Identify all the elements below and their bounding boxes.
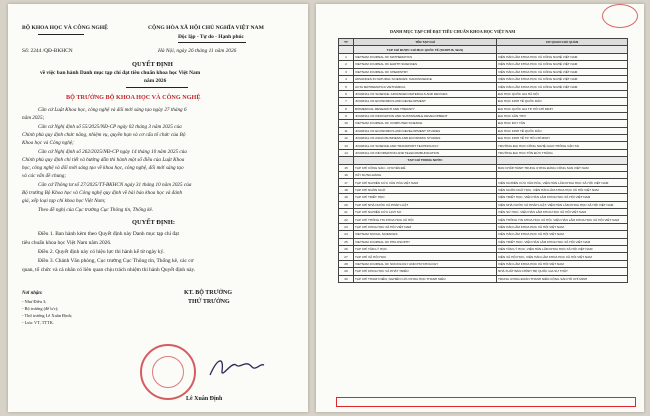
managing-agency: VIỆN SỬ HỌC, VIỆN HÀN LÂM KHOA HỌC XÃ HỘI VIỆT NAM	[497, 208, 628, 215]
journal-name: ADVANCES IN NATURAL SCIENCES: NANOSCIENCE	[354, 75, 497, 82]
managing-agency	[497, 46, 628, 53]
managing-agency: VIỆN TRIẾT HỌC, VIỆN HÀN LÂM KHOA HỌC XÃ HỘI VIỆT NAM	[497, 194, 628, 201]
journal-name: TẠP CHÍ NHÀ NƯỚC VÀ PHÁP LUẬT	[354, 201, 497, 208]
table-row	[339, 172, 628, 179]
row-number: 19	[339, 194, 354, 201]
table-row	[339, 231, 628, 238]
journal-name: VIETNAM JOURNAL OF SOCIOLOGY AND PSYCHOLOGY	[354, 260, 497, 267]
table-row	[339, 120, 628, 127]
row-number: 22	[339, 216, 354, 223]
table-row	[339, 61, 628, 68]
row-number	[339, 157, 354, 164]
row-number: 14	[339, 149, 354, 156]
column-header: TÊN TẠP CHÍ	[354, 39, 497, 46]
basis-line: học, công nghệ và đổi mới sáng tạo về khoa học, công nghệ, đổi mới sáng tạo	[22, 165, 184, 171]
table-row	[339, 53, 628, 60]
table-row	[339, 179, 628, 186]
row-number: 17	[339, 179, 354, 186]
decision-page	[8, 4, 308, 412]
decides-heading: QUYẾT ĐỊNH:	[132, 219, 176, 226]
highlighted-row-box	[336, 397, 636, 407]
journal-name: VIETNAM SOCIAL SCIENCES	[354, 231, 497, 238]
republic-name: CỘNG HÒA XÃ HỘI CHỦ NGHĨA VIỆT NAM	[148, 25, 264, 31]
basis-line: Căn cứ Nghị định số 55/2025/NĐ-CP ngày 02 tháng 3 năm 2025 của	[38, 124, 182, 130]
journal-name: VIETNAM JOURNAL OF EARTH SCIENCES	[354, 61, 497, 68]
journal-name: ACTA MATHEMATICA VIETNAMICA	[354, 83, 497, 90]
managing-agency: VIỆN TÂM LÝ HỌC, VIỆN HÀN LÂM KHOA HỌC XÃ HỘI VIỆT NAM	[497, 245, 628, 252]
journal-name: TẠP CHÍ TRONG NƯỚC	[354, 157, 497, 164]
journal-name: TẠP CHÍ NGÔN NGỮ	[354, 186, 497, 193]
basis-line: và các vấn đề chung;	[22, 173, 67, 179]
row-number	[339, 46, 354, 53]
row-number: 15	[339, 164, 354, 171]
journal-name: TẠP CHÍ XÃ HỘI HỌC	[354, 253, 497, 260]
managing-agency: VIỆN HÀN LÂM KHOA HỌC VÀ CÔNG NGHỆ VIỆT NAM	[497, 75, 628, 82]
table-row	[339, 164, 628, 171]
table-row	[339, 127, 628, 134]
basis-line: Căn cứ Thông tư số 27/2025/TT-BKHCN ngày 31 tháng 10 năm 2025 của	[38, 182, 192, 188]
row-number: 8	[339, 105, 354, 112]
basis-line: Bộ trưởng Bộ Khoa học và Công nghệ quy định về bài báo khoa học và đánh	[22, 190, 183, 196]
managing-agency: ĐẠI HỌC KINH TẾ TP. HỒ CHÍ MINH	[497, 135, 628, 142]
decision-subject-line-2: năm 2026	[144, 78, 167, 84]
basis-line: Theo đề nghị của Cục trưởng Cục Thông tin, Thống kê.	[38, 207, 154, 213]
row-number: 7	[339, 98, 354, 105]
row-number: 28	[339, 260, 354, 267]
table-row	[339, 186, 628, 193]
managing-agency: ĐẠI HỌC KINH TẾ QUỐC DÂN	[497, 127, 628, 134]
table-row	[339, 216, 628, 223]
table-row	[339, 238, 628, 245]
row-number: 27	[339, 253, 354, 260]
article-line: quan, tổ chức và cá nhân có liên quan chịu trách nhiệm thi hành Quyết định này.	[22, 267, 196, 273]
table-row	[339, 98, 628, 105]
journal-name: VIETNAM JOURNAL OF COMPUTER SCIENCE	[354, 120, 497, 127]
recipient-item: - Lưu: VT, TTTK.	[22, 320, 55, 325]
signature-title-1: KT. BỘ TRƯỞNG	[184, 290, 233, 296]
ministry-underline	[38, 34, 84, 35]
row-number: 18	[339, 186, 354, 193]
managing-agency: VIỆN HÀN LÂM KHOA HỌC XÃ HỘI VIỆT NAM	[497, 231, 628, 238]
motto: Độc lập - Tự do - Hạnh phúc	[178, 34, 244, 40]
managing-agency: TRƯỜNG ĐẠI HỌC CÔNG NGHỆ GIAO THÔNG VẬN TẢI	[497, 142, 628, 149]
journal-name: TẠP CHÍ KHOA HỌC VÀ PHÁT TRIỂN	[354, 268, 497, 275]
managing-agency: VIỆN HÀN LÂM KHOA HỌC VÀ CÔNG NGHỆ VIỆT NAM	[497, 83, 628, 90]
column-header: CƠ QUAN CHỦ QUẢN	[497, 39, 628, 46]
managing-agency: VIỆN TRIẾT HỌC, VIỆN HÀN LÂM KHOA HỌC XÃ HỘI VIỆT NAM	[497, 238, 628, 245]
journal-name: JOURNAL OF INFORMATION AND TELECOMMUNICATION	[354, 149, 497, 156]
managing-agency: ĐẠI HỌC KINH TẾ QUỐC DÂN	[497, 98, 628, 105]
row-number: 3	[339, 68, 354, 75]
journal-name: JOURNAL OF SCIENCE: ADVANCED MATERIALS AND DEVICES	[354, 90, 497, 97]
managing-agency: VIỆN HÀN LÂM KHOA HỌC VÀ CÔNG NGHỆ VIỆT NAM	[497, 53, 628, 60]
recipients-title: Nơi nhận:	[22, 291, 43, 296]
issuing-authority: BỘ TRƯỞNG BỘ KHOA HỌC VÀ CÔNG NGHỆ	[66, 94, 201, 101]
journal-name: JOURNAL OF INNOVATION AND SUSTAINABLE DEVELOPMENT	[354, 112, 497, 119]
journal-table	[338, 38, 628, 283]
handwritten-signature	[206, 353, 266, 383]
basis-line: năm 2025;	[22, 115, 45, 121]
table-row	[339, 245, 628, 252]
row-number: 10	[339, 120, 354, 127]
table-row	[339, 105, 628, 112]
managing-agency: ĐẠI HỌC QUỐC GIA HÀ NỘI	[497, 90, 628, 97]
managing-agency: ĐẠI HỌC DUY TÂN	[497, 120, 628, 127]
row-number: 25	[339, 238, 354, 245]
journal-name: TẠP CHÍ THANH NIÊN, NGHIÊN CỨU KHOA HỌC THANH NIÊN	[354, 275, 497, 282]
decision-number: Số: 2244 /QĐ-BKHCN	[22, 48, 73, 54]
row-number: 20	[339, 201, 354, 208]
table-row	[339, 253, 628, 260]
managing-agency: VIỆN NGHIÊN CỨU VĂN HÓA, VIỆN HÀN LÂM KHOA HỌC XÃ HỘI VIỆT NAM	[497, 179, 628, 186]
journal-name: JOURNAL OF ECONOMICS AND DEVELOPMENT	[354, 98, 497, 105]
journal-name: TẠP CHÍ ĐƯỢC CHỈ MỤC QUỐC TẾ (SCOPUS, WoS)	[354, 46, 497, 53]
journal-name: TẠP CHÍ TÂM LÝ HỌC	[354, 245, 497, 252]
journal-name: TẠP CHÍ KHOA HỌC XÃ HỘI VIỆT NAM	[354, 223, 497, 230]
basis-line: Căn cứ Nghị định số 262/2025/NĐ-CP ngày 14 tháng 10 năm 2025 của	[38, 149, 187, 155]
managing-agency: TRƯỜNG ĐẠI HỌC TÔN ĐỨC THẮNG	[497, 149, 628, 156]
row-number: 13	[339, 142, 354, 149]
row-number: 26	[339, 245, 354, 252]
basis-line: Khoa học và Công nghệ;	[22, 140, 74, 146]
journal-name: TẠP CHÍ NGHIÊN CỨU VĂN HÓA VIỆT NAM	[354, 179, 497, 186]
basis-line: Căn cứ Luật Khoa học, công nghệ và đổi mới sáng tạo ngày 27 tháng 6	[38, 107, 187, 113]
basis-line: Chính phủ quy định chi tiết và hướng dẫn thi hành một số điều của Luật Khoa	[22, 157, 185, 163]
recipient-item: - Bộ trưởng (để b/c);	[22, 306, 59, 311]
managing-agency: BAN CHẤP HÀNH TRUNG ƯƠNG ĐẢNG CỘNG SẢN VIỆT NAM	[497, 164, 628, 171]
article-line: tiêu chuẩn khoa học Việt Nam năm 2026.	[22, 240, 112, 246]
journal-name: XÂY DỰNG ĐẢNG	[354, 172, 497, 179]
table-row	[339, 275, 628, 282]
journal-name: TẠP CHÍ NGHIÊN CỨU LỊCH SỬ	[354, 208, 497, 215]
managing-agency: VIỆN XÃ HỘI HỌC, VIỆN HÀN LÂM KHOA HỌC XÃ HỘI VIỆT NAM	[497, 253, 628, 260]
managing-agency: VIỆN THÔNG TIN KHOA HỌC XÃ HỘI, VIỆN HÀN LÂM KHOA HỌC XÃ HỘI VIỆT NAM	[497, 216, 628, 223]
article-line: Điều 1. Ban hành kèm theo Quyết định này Danh mục tạp chí đạt	[38, 231, 180, 237]
journal-name: VIETNAM JOURNAL OF CHEMISTRY	[354, 68, 497, 75]
journal-name: BIOMEDICAL RESEARCH AND THERAPY	[354, 105, 497, 112]
table-row	[339, 208, 628, 215]
table-row	[339, 149, 628, 156]
table-row	[339, 260, 628, 267]
managing-agency: VIỆN NGÔN NGỮ HỌC, VIỆN HÀN LÂM KHOA HỌC XÃ HỘI VIỆT NAM	[497, 186, 628, 193]
managing-agency	[497, 157, 628, 164]
table-row	[339, 268, 628, 275]
table-category-row	[339, 157, 628, 164]
table-row	[339, 90, 628, 97]
row-number: 21	[339, 208, 354, 215]
row-number: 12	[339, 135, 354, 142]
row-number: 9	[339, 112, 354, 119]
row-number: 5	[339, 83, 354, 90]
managing-agency: ĐẠI HỌC CẦN THƠ	[497, 112, 628, 119]
managing-agency: VIỆN NHÀ NƯỚC VÀ PHÁP LUẬT, VIỆN HÀN LÂM KHOA HỌC XÃ HỘI VIỆT NAM	[497, 201, 628, 208]
table-row	[339, 68, 628, 75]
journal-name: JOURNAL OF SCIENCE AND TRANSPORT TECHNOLOGY	[354, 142, 497, 149]
journal-name: VIETNAM JOURNAL OF PHILOSOPHY	[354, 238, 497, 245]
red-seal-stamp	[602, 4, 638, 28]
signer-name: Lê Xuân Định	[186, 396, 223, 402]
journal-name: JOURNAL OF ECONOMICS AND DEVELOPMENT STUDIES	[354, 127, 497, 134]
motto-underline	[178, 42, 246, 43]
managing-agency	[497, 172, 628, 179]
ministry-name: BỘ KHOA HỌC VÀ CÔNG NGHỆ	[22, 25, 108, 31]
table-row	[339, 142, 628, 149]
managing-agency: VIỆN HÀN LÂM KHOA HỌC XÃ HỘI VIỆT NAM	[497, 223, 628, 230]
subject-underline	[126, 87, 188, 88]
place-date: Hà Nội, ngày 26 tháng 11 năm 2026	[158, 48, 237, 54]
row-number: 24	[339, 231, 354, 238]
managing-agency: VIỆN HÀN LÂM KHOA HỌC XÃ HỘI VIỆT NAM	[497, 260, 628, 267]
table-row	[339, 223, 628, 230]
managing-agency: ĐẠI HỌC QUỐC GIA TP. HỒ CHÍ MINH	[497, 105, 628, 112]
journal-name: TẠP CHÍ TRIẾT HỌC	[354, 194, 497, 201]
journal-name: JOURNAL OF ASIAN BUSINESS AND ECONOMIC STUDIES	[354, 135, 497, 142]
journal-name: TẠP CHÍ THÔNG TIN KHOA HỌC XÃ HỘI	[354, 216, 497, 223]
recipient-item: - Thứ trưởng Lê Xuân Định;	[22, 313, 73, 318]
managing-agency: TRUNG ƯƠNG ĐOÀN THANH NIÊN CỘNG SẢN HỒ CHÍ MINH	[497, 275, 628, 282]
row-number: 16	[339, 172, 354, 179]
article-line: Điều 2. Quyết định này có hiệu lực thi hành kể từ ngày ký.	[38, 249, 165, 255]
row-number: 2	[339, 61, 354, 68]
table-row	[339, 201, 628, 208]
decision-title: QUYẾT ĐỊNH	[132, 61, 173, 68]
basis-line: giá, xếp loại tạp chí khoa học Việt Nam;	[22, 198, 106, 204]
journal-name: VIETNAM JOURNAL OF MATHEMATICS	[354, 53, 497, 60]
row-number: 4	[339, 75, 354, 82]
table-row	[339, 112, 628, 119]
managing-agency: VIỆN HÀN LÂM KHOA HỌC VÀ CÔNG NGHỆ VIỆT NAM	[497, 61, 628, 68]
decision-subject-line-1: về việc ban hành Danh mục tạp chí đạt tiêu chuẩn khoa học Việt Nam	[40, 70, 201, 76]
table-row	[339, 75, 628, 82]
list-title: DANH MỤC TẠP CHÍ ĐẠT TIÊU CHUẨN KHOA HỌC VIỆT NAM	[390, 29, 516, 34]
recipient-item: - Như Điều 3;	[22, 299, 47, 304]
row-number: 11	[339, 127, 354, 134]
table-row	[339, 135, 628, 142]
journal-name: TẠP CHÍ CỘNG SẢN - CHUYÊN ĐỀ	[354, 164, 497, 171]
managing-agency: VIỆN HÀN LÂM KHOA HỌC VÀ CÔNG NGHỆ VIỆT NAM	[497, 68, 628, 75]
row-number: 1	[339, 53, 354, 60]
column-header: TT	[339, 39, 354, 46]
row-number: 23	[339, 223, 354, 230]
basis-line: Chính phủ quy định chức năng, nhiệm vụ, quyền hạn và cơ cấu tổ chức của Bộ	[22, 132, 186, 138]
article-line: Điều 3. Chánh Văn phòng, Cục trưởng Cục Thông tin, Thống kê, các cơ	[38, 258, 194, 264]
journal-list-page	[316, 4, 644, 412]
managing-agency: NHÀ XUẤT BẢN CHÍNH TRỊ QUỐC GIA SỰ THẬT	[497, 268, 628, 275]
table-row	[339, 83, 628, 90]
row-number: 30	[339, 275, 354, 282]
red-seal-stamp	[140, 344, 196, 400]
signature-title-2: THỨ TRƯỞNG	[188, 299, 230, 305]
row-number: 6	[339, 90, 354, 97]
table-row	[339, 194, 628, 201]
row-number: 29	[339, 268, 354, 275]
table-category-row	[339, 46, 628, 53]
